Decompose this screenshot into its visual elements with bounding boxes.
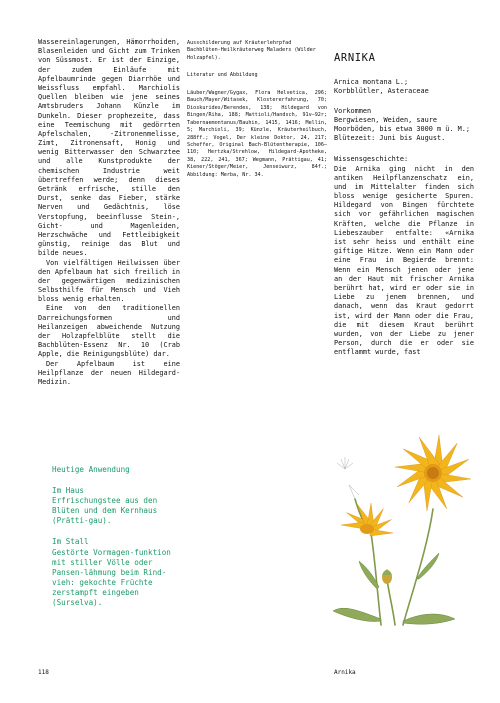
occurrence-heading: Vorkommen — [334, 106, 372, 115]
arnica-illustration — [315, 429, 475, 627]
literature-heading: Literatur und Abbildung — [187, 72, 258, 79]
flower-head-large — [395, 435, 471, 511]
usage-item-stable: Im Stall Gestörte Vormagen-funktion mit stiller Völle oder Pansen-lähmung beim Rind-vieh: gekochte Früchte zerstampft eingeben (Surselva). — [52, 537, 171, 608]
running-head: Arnika — [334, 669, 356, 676]
literature-text: Läuber/Wagner/Gygax, Flora Helvetica, 296; Bauch/Mayer/Witasek, Klostererfahrung, 70; Dioskurides/Berendes, 138; Hildegard von Bingen/Riha, 188; Mattioli/Handsch, 91v–92r; Tabernaemontanus/Bauhin, 1415, 1416; Mellin, 5; Marchioli, 39; Künzle, Kräuterheilbuch, 288ff.; Vogel, Der kleine Doktor, 24, 217; Scheffer, Original Bach-Blütentherapie, 106–110; Hertzka/Strehlow, Hildegard-Apotheke, 38, 222, 241, 367; Wegmann, Prättigau, 41; Kiener/Stöger/Meier, Jenseiwurz, 84f.; Abbildung: Merba, Nr. 34. — [187, 89, 327, 178]
paragraph-1: Wassereinlagerungen, Hämorrhoiden, Blasenleiden und Gicht zum Trinken von Süssmost. Er ist der Einzige, der zudem Einläufe mit Apfelbaumrinde gegen Diarrhöe und Weissfluss empfahl. Marchiolis Quellen bleiben wie jene seines Amtsbruders Johann Künzle im Dunkeln. Dieser prophezeite, dass eine Teemischung mit gedörrten Apfelschalen, -Zitronenmelisse, Zimt, Zitronensaft, Honig und wenig Bitterwasser den Schwarztee und alle Kunstprodukte der chemischen Industrie weit übertreffen werde; denn dieses Getränk erfrische, stille den Durst, senke das Fieber, stärke Nerven und Gedächtnis, löse Verstopfung, beeinflusse Stein-, Gicht- und Magenleiden, Herzschwäche und Fettleibigkeit günstig, reinige das Blut und bilde neues. — [38, 38, 180, 258]
occurrence-text: Bergwiesen, Weiden, saure Moorböden, bis etwa 3000 m ü. M.; Blütezeit: Juni bis August. — [334, 115, 470, 143]
usage-box — [52, 465, 180, 619]
main-text-column — [38, 38, 180, 387]
plant-entry-column — [334, 38, 474, 357]
paragraph-4: Der Apfelbaum ist eine Heilpflanze der neuen Hildegard-Medizin. — [38, 359, 180, 386]
usage-heading: Heutige Anwendung — [52, 465, 130, 474]
plant-title: ARNIKA — [334, 52, 376, 64]
trail-text: Bachblüten-Heilkräuterweg Maladers (Wilder Holzapfel). — [187, 47, 316, 61]
history-text: Die Arnika ging nicht in den antiken Heilpflanzenschatz ein, und im Mittelalter finden sich bloss wenige gesicherte Spuren. Hildegard von Bingen fürchtete sich vor gefährlichen magischen Kräften, welche die Pflanze in Liebeszauber entfalte: «Arnika ist sehr heiss und enthält eine giftige Hitze. Wenn ein Mann oder eine Frau in Begierde brennt: Wenn ein Mensch jenen oder jene an der Haut mit frischer Arnika berührt hat, wird er oder sie in Liebe zu jenem brennen, und danach, wenn das Kraut gedorrt ist, wird der Mann oder die Frau, die mit diesem Kraut berührt wurden, von der Liebe zu jener Person, durch die er oder sie entflammt wurde, fast — [334, 164, 474, 357]
botanical-name: Arnica montana L.; Korbblütler, Asteraceae — [334, 78, 429, 96]
sidebar-column — [187, 40, 327, 179]
arnica-seed-head — [337, 457, 359, 499]
history-heading: Wissensgeschichte: — [334, 155, 409, 164]
trail-heading: Ausschilderung auf Kräuterlehrpfad — [187, 40, 292, 46]
flower-head-small — [341, 503, 393, 536]
page-number: 118 — [38, 669, 49, 676]
paragraph-3: Eine von den traditionellen Darreichungsformen und Heilanzeigen abweichende Nutzung der Holzapfelblüte stellt die Bachblüten-Essenz Nr. 10 (Crab Apple, die Reinigungsblüte) dar. — [38, 304, 180, 359]
paragraph-2: Von vielfältigen Heilwissen über den Apfelbaum hat sich freilich in der gegenwärtigen medizinischen Selbsthilfe für Mensch und Vieh bloss wenig erhalten. — [38, 258, 180, 304]
usage-item-house: Im Haus Erfrischungstee aus den Blüten und dem Kernhaus (Prätti-gau). — [52, 486, 158, 526]
arnica-bud — [382, 569, 392, 584]
